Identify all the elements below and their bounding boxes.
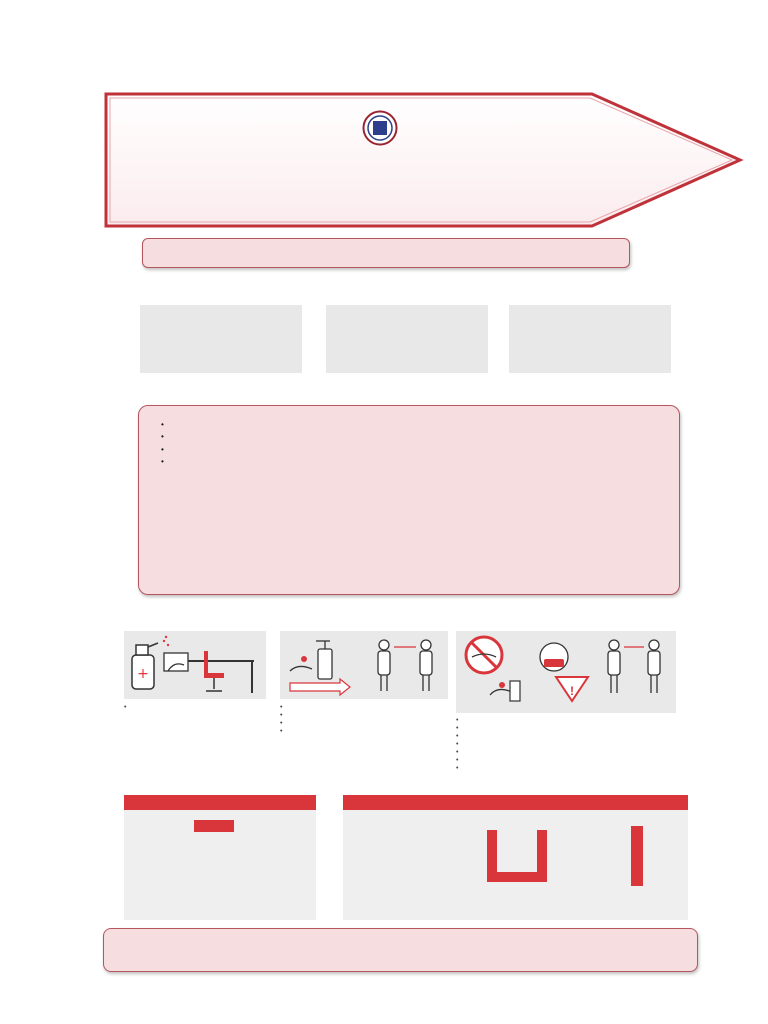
- montaje-auditorio-diagram: [124, 810, 316, 920]
- stage-table: [194, 820, 234, 832]
- montaje-escuela-title: [343, 795, 688, 810]
- flow-arrow-icon: [290, 679, 350, 695]
- arrow-shape: [104, 92, 744, 228]
- sanitization-caption: [124, 704, 266, 712]
- gel-dispenser-icon: [290, 641, 332, 679]
- action-bullet: •: [161, 419, 169, 429]
- action-bullet: •: [161, 443, 169, 454]
- svg-text:+: +: [137, 666, 149, 682]
- gel-distance-tile: [280, 631, 448, 699]
- horseshoe-layout: [487, 830, 547, 882]
- event-small-illustration: [140, 305, 302, 373]
- actions-box: [138, 405, 680, 595]
- event-large-illustration: [509, 305, 671, 373]
- prevention-caption: [456, 717, 696, 773]
- prevention-tile: [456, 631, 676, 713]
- gel-distance-caption: [280, 704, 448, 736]
- svg-text:!: !: [570, 684, 574, 698]
- imperial-layout: [631, 826, 643, 886]
- wipe-hand-icon: [164, 653, 188, 671]
- montaje-auditorio-title: [124, 795, 316, 810]
- people-distance-icon: [378, 640, 432, 691]
- action-bullet: •: [161, 431, 169, 442]
- responsibility-note: [142, 238, 630, 268]
- no-handshake-icon: [466, 637, 502, 673]
- footer-message: [103, 928, 698, 972]
- hand-gel-icon: [490, 681, 520, 701]
- school-logo: [362, 110, 398, 146]
- mask-person-icon: [540, 643, 568, 671]
- montaje-escuela-diagram: [343, 810, 688, 920]
- header-banner: [104, 92, 744, 228]
- action-bullet: •: [161, 455, 169, 466]
- sanitization-tile: [124, 631, 266, 699]
- warning-sign-icon: [556, 677, 588, 701]
- people-distance-icon: [608, 640, 660, 693]
- event-medium-illustration: [326, 305, 488, 373]
- desk-chair-icon: [188, 651, 254, 693]
